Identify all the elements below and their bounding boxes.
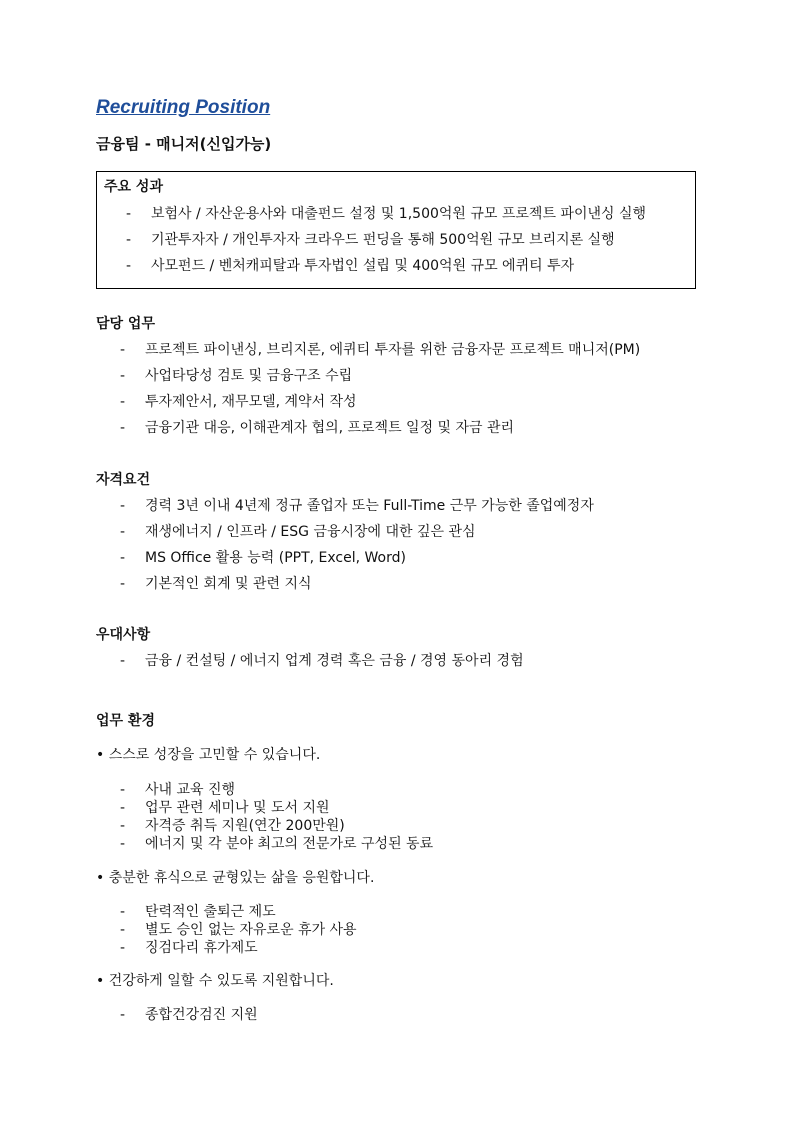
environment-item: 징검다리 휴가제도 bbox=[145, 940, 258, 956]
dash-icon: - bbox=[120, 904, 126, 920]
achievements-heading: 주요 성과 bbox=[104, 179, 163, 195]
environment-item: 종합건강검진 지원 bbox=[145, 1007, 258, 1023]
dash-icon: - bbox=[120, 653, 126, 669]
achievement-item: 기관투자자 / 개인투자자 크라우드 펀딩을 통해 500억원 규모 브리지론 실행 bbox=[151, 232, 615, 248]
environment-heading: 업무 환경 bbox=[96, 713, 155, 729]
dash-icon: - bbox=[120, 550, 126, 566]
environment-bullet: • 충분한 휴식으로 균형있는 삶을 응원합니다. bbox=[96, 870, 375, 886]
duty-item: 투자제안서, 재무모델, 계약서 작성 bbox=[145, 394, 357, 410]
dash-icon: - bbox=[120, 1007, 126, 1023]
dash-icon: - bbox=[120, 782, 126, 798]
requirement-item: 기본적인 회계 및 관련 지식 bbox=[145, 576, 312, 592]
environment-item: 사내 교육 진행 bbox=[145, 782, 236, 798]
environment-item: 탄력적인 출퇴근 제도 bbox=[145, 904, 276, 920]
dash-icon: - bbox=[126, 206, 132, 222]
dash-icon: - bbox=[120, 498, 126, 514]
environment-bullet: • 스스로 성장을 고민할 수 있습니다. bbox=[96, 747, 321, 763]
dash-icon: - bbox=[120, 394, 126, 410]
dash-icon: - bbox=[120, 940, 126, 956]
dash-icon: - bbox=[126, 258, 132, 274]
dash-icon: - bbox=[120, 576, 126, 592]
duties-heading: 담당 업무 bbox=[96, 316, 155, 332]
duty-item: 사업타당성 검토 및 금융구조 수립 bbox=[145, 368, 353, 384]
dash-icon: - bbox=[120, 524, 126, 540]
environment-bullet: • 건강하게 일할 수 있도록 지원합니다. bbox=[96, 973, 334, 989]
environment-item: 업무 관련 세미나 및 도서 지원 bbox=[145, 800, 330, 816]
position-title: 금융팀 - 매니저(신입가능) bbox=[96, 135, 272, 153]
duty-item: 프로젝트 파이낸싱, 브리지론, 에퀴티 투자를 위한 금융자문 프로젝트 매니저(PM) bbox=[145, 342, 641, 358]
dash-icon: - bbox=[120, 922, 126, 938]
dash-icon: - bbox=[120, 342, 126, 358]
requirement-item: 재생에너지 / 인프라 / ESG 금융시장에 대한 깊은 관심 bbox=[145, 524, 476, 540]
environment-item: 에너지 및 각 분야 최고의 전문가로 구성된 동료 bbox=[145, 836, 434, 852]
dash-icon: - bbox=[120, 818, 126, 834]
environment-item: 자격증 취득 지원(연간 200만원) bbox=[145, 818, 345, 834]
environment-item: 별도 승인 없는 자유로운 휴가 사용 bbox=[145, 922, 357, 938]
duty-item: 금융기관 대응, 이해관계자 협의, 프로젝트 일정 및 자금 관리 bbox=[145, 420, 515, 436]
requirements-heading: 자격요건 bbox=[96, 472, 151, 488]
achievement-item: 사모펀드 / 벤처캐피탈과 투자법인 설립 및 400억원 규모 에퀴티 투자 bbox=[151, 258, 575, 274]
dash-icon: - bbox=[120, 368, 126, 384]
page-title: Recruiting Position bbox=[96, 97, 271, 118]
preferred-heading: 우대사항 bbox=[96, 627, 151, 643]
achievement-item: 보험사 / 자산운용사와 대출펀드 설정 및 1,500억원 규모 프로젝트 파이낸싱 실행 bbox=[151, 206, 647, 222]
requirement-item: MS Office 활용 능력 (PPT, Excel, Word) bbox=[145, 550, 406, 566]
preferred-item: 금융 / 컨설팅 / 에너지 업계 경력 혹은 금융 / 경영 동아리 경험 bbox=[145, 653, 524, 669]
requirement-item: 경력 3년 이내 4년제 정규 졸업자 또는 Full-Time 근무 가능한 졸업예정자 bbox=[145, 498, 594, 514]
dash-icon: - bbox=[120, 836, 126, 852]
dash-icon: - bbox=[126, 232, 132, 248]
dash-icon: - bbox=[120, 420, 126, 436]
dash-icon: - bbox=[120, 800, 126, 816]
